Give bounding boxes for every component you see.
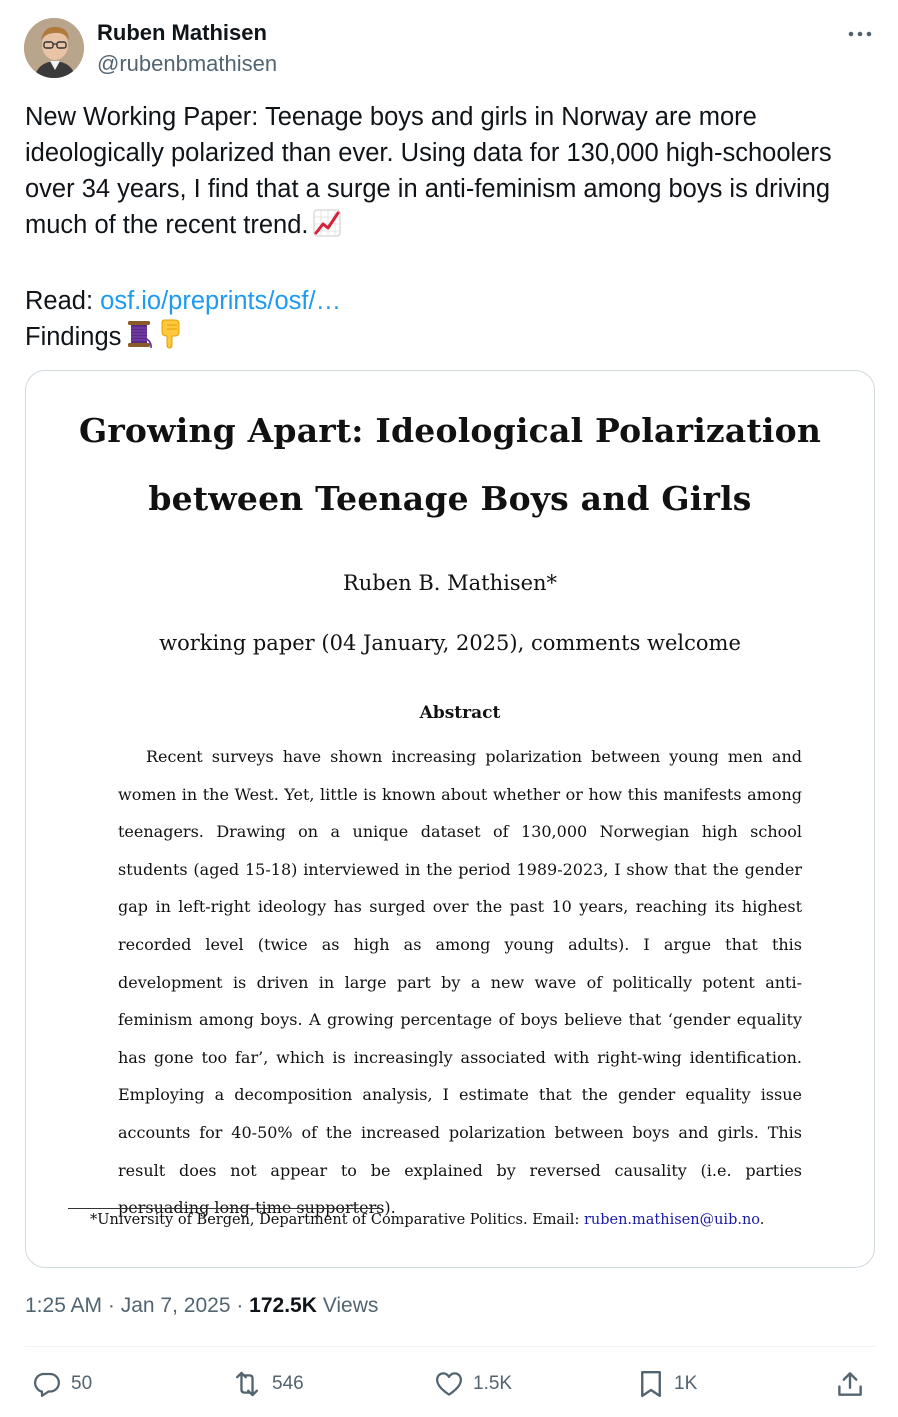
views-count: 172.5K — [249, 1294, 317, 1317]
more-dots-icon — [848, 31, 872, 37]
read-line — [25, 283, 875, 319]
reply-icon — [32, 1369, 62, 1399]
tweet-body-paragraph — [25, 99, 875, 247]
paper-author: Ruben B. Mathisen* — [342, 571, 558, 595]
share-icon — [835, 1369, 865, 1399]
tweet-time[interactable]: 1:25 AM — [25, 1294, 103, 1317]
footnote-email: ruben.mathisen@uib.no — [583, 1212, 760, 1228]
thread-spool-emoji-icon — [125, 319, 153, 359]
reply-count: 50 — [71, 1373, 93, 1394]
meta-separator: · — [102, 1294, 121, 1317]
paper-title-line-2: between Teenage Boys and Girls — [148, 479, 752, 518]
pointing-down-emoji-icon — [157, 319, 183, 359]
heart-icon — [434, 1369, 464, 1399]
avatar[interactable] — [24, 18, 84, 78]
like-count: 1.5K — [473, 1373, 513, 1394]
tweet-body: New Working Paper: Teenage boys and girls in Norway are more ideologically polarized than ever. Using data for 130,000 high-schoolers over 34 years, I find that a surge in anti-feminism among boys is driving much of the recent trend. — [25, 103, 832, 239]
paper-preview-card[interactable] — [25, 370, 875, 1268]
paper-date-line: working paper (04 January, 2025), comments welcome — [159, 631, 741, 655]
footnote-end: . — [759, 1212, 765, 1228]
paper-link[interactable]: osf.io/preprints/osf/… — [100, 287, 342, 315]
meta-separator: · — [230, 1294, 250, 1317]
tweet-date[interactable]: Jan 7, 2025 — [120, 1294, 231, 1317]
footnote-rule — [68, 1208, 382, 1209]
more-options-button[interactable] — [842, 22, 878, 46]
action-bar — [0, 1362, 898, 1406]
read-label: Read: — [25, 287, 101, 315]
chart-increasing-emoji-icon — [313, 209, 341, 247]
bookmark-button[interactable] — [637, 1362, 697, 1406]
share-button[interactable] — [835, 1362, 865, 1406]
bookmark-count: 1K — [674, 1373, 698, 1394]
findings-label: Findings — [25, 323, 122, 351]
footnote-text: *University of Bergen, Department of Comparative Politics. Email: — [90, 1212, 584, 1228]
like-button[interactable] — [434, 1362, 512, 1406]
findings-line — [25, 319, 875, 359]
tweet-text — [25, 99, 875, 359]
reply-button[interactable] — [32, 1362, 92, 1406]
abstract-text: Recent surveys have shown increasing polarization between young men and women in the West. Yet, little is known about whether or how this manifests among teenagers. Drawing on a unique dataset of 130,000 Norwegian high school students (aged 15-18) interviewed in the period 1989-2023, I show that the gender gap in left-right ideology has surged over the past 10 years, reaching its highest recorded level (twice as high as among young adults). I argue that this development is driven in large part by a new wave of politically potent anti-feminism among boys. A growing percentage of boys believe that ‘gender equality has gone too far’, which is increasingly associated with right-wing identification. Employing a decomposition analysis, I estimate that the gender equality issue accounts for 40-50% of the increased polarization between boys and girls. This result does not appear to be explained by reversed causality (i.e. parties persuading long-time supporters). — [118, 747, 802, 1218]
author-handle[interactable]: @rubenbmathisen — [97, 51, 278, 76]
repost-button[interactable] — [231, 1362, 304, 1406]
repost-count: 546 — [272, 1373, 304, 1394]
divider — [25, 1346, 875, 1347]
paper-page — [26, 371, 874, 1267]
footnote — [90, 1212, 764, 1228]
repost-icon — [231, 1369, 263, 1399]
abstract-heading: Abstract — [419, 703, 501, 723]
tweet-meta — [25, 1294, 378, 1318]
author-name[interactable]: Ruben Mathisen — [97, 20, 267, 45]
bookmark-icon — [637, 1369, 665, 1399]
paper-title-line-1: Growing Apart: Ideological Polarization — [78, 411, 822, 450]
views-label: Views — [316, 1294, 379, 1317]
